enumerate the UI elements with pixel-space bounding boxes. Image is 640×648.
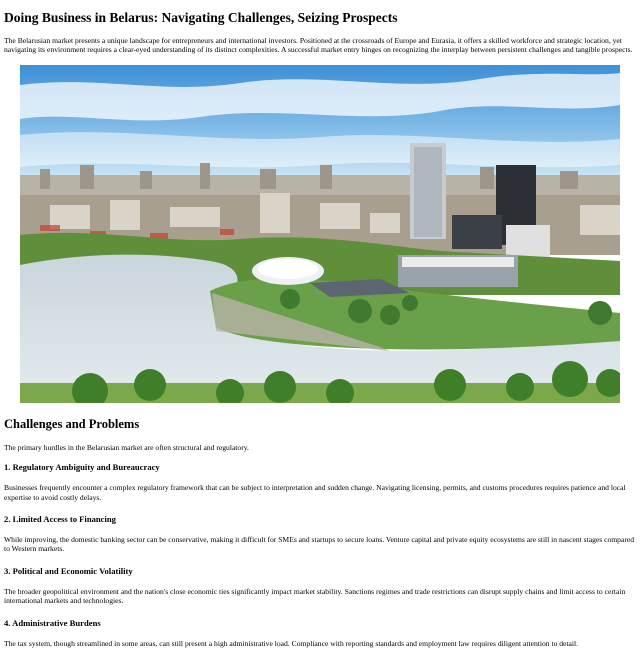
item-text: The broader geopolitical environment and the nation's close economic ties significantly impact market stability. Sanctions regimes and trade restrictions can disrupt supply chains and limit access to certain international markets and technologies. bbox=[4, 586, 626, 606]
city-panorama-image bbox=[20, 65, 620, 403]
item-title: 3. Political and Economic Volatility bbox=[4, 565, 133, 576]
item-title: 2. Limited Access to Financing bbox=[4, 514, 116, 525]
section-lead: The primary hurdles in the Belarusian market are often structural and regulatory. bbox=[4, 442, 249, 452]
item-text: While improving, the domestic banking sector can be conservative, making it difficult for SMEs and startups to secure loans. Venture capital and private equity ecosystems are still in nascent stages compared to Western markets. bbox=[4, 535, 635, 554]
page-title: Doing Business in Belarus: Navigating Challenges, Seizing Prospects bbox=[4, 10, 398, 25]
item-text: Businesses frequently encounter a complex regulatory framework that can be subject to interpretation and sudden change. Navigating licensing, permits, and customs procedures requires patience and local expertise to avoid costly delays. bbox=[4, 483, 626, 502]
item-title: 1. Regulatory Ambiguity and Bureaucracy bbox=[4, 462, 160, 473]
intro-paragraph: The Belarusian market presents a unique landscape for entrepreneurs and international investors. Positioned at the crossroads of Europe and Eurasia, it offers a skilled workforce and strategic location, yet navigating its environment requires a clear-eyed understanding of its distinct complexities. A successful market entry hinges on recognizing the interplay between persistent challenges and tangible prospects. bbox=[4, 36, 633, 55]
section-heading: Challenges and Problems bbox=[4, 416, 140, 431]
item-title: 4. Administrative Burdens bbox=[4, 617, 101, 628]
item-text: The tax system, though streamlined in some areas, can still present a high administrative load. Compliance with reporting standards and employment law requires diligent attention to detail. bbox=[4, 638, 579, 648]
